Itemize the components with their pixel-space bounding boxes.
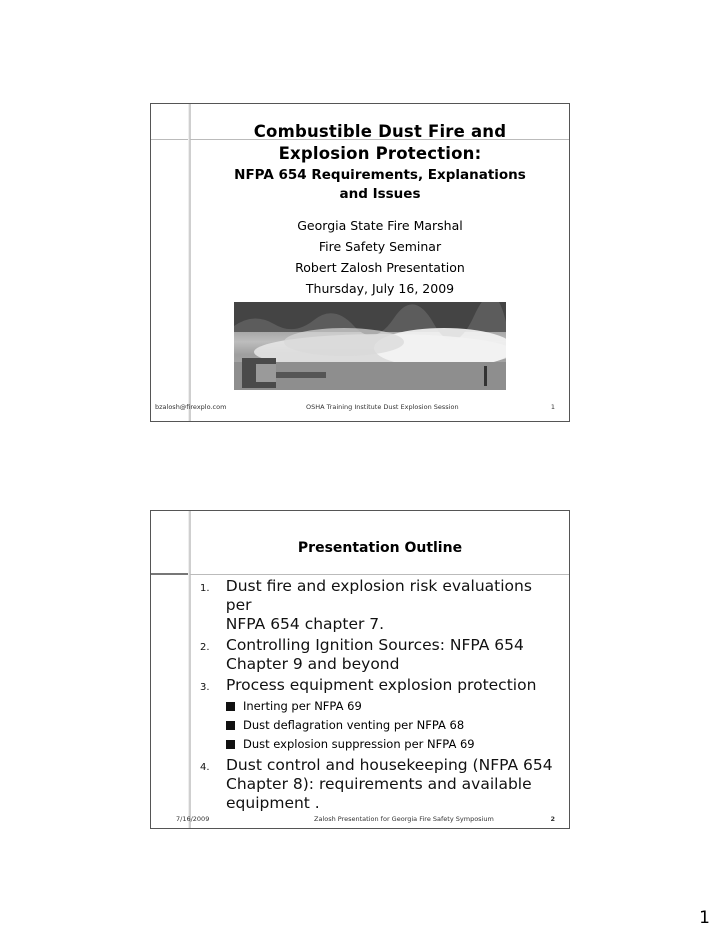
list-item-number: 2. bbox=[200, 642, 210, 653]
presentation-info bbox=[191, 215, 569, 299]
list-item bbox=[200, 676, 560, 695]
slide-title: Presentation Outline bbox=[297, 540, 463, 556]
slide-footer-title: OSHA Training Institute Dust Explosion Session bbox=[306, 403, 459, 411]
dust-explosion-photo bbox=[234, 302, 506, 390]
slide-footer-title: Zalosh Presentation for Georgia Fire Safety Symposium bbox=[314, 815, 494, 823]
slide-decoration-left-line bbox=[151, 573, 188, 575]
slide-number: 1 bbox=[550, 403, 555, 411]
list-item-text: Controlling Ignition Sources: NFPA 654 Chapter 9 and beyond bbox=[226, 636, 524, 673]
slide-1 bbox=[150, 103, 570, 422]
sub-list-item: Dust deflagration venting per NFPA 68 bbox=[226, 716, 560, 735]
slide-title: Combustible Dust Fire and Explosion Protection: bbox=[253, 122, 507, 163]
list-item-text: Dust fire and explosion risk evaluations per NFPA 654 chapter 7. bbox=[225, 577, 532, 633]
list-item bbox=[200, 756, 560, 813]
slide-2 bbox=[150, 510, 570, 829]
list-item-text: Dust control and housekeeping (NFPA 654 Chapter 8): requirements and available equipment . bbox=[226, 756, 553, 812]
sub-list-item: Inerting per NFPA 69 bbox=[226, 697, 560, 716]
list-item-number: 4. bbox=[200, 762, 210, 773]
slide-decoration-vertical-line bbox=[188, 511, 191, 828]
list-item bbox=[200, 577, 560, 634]
page-number: 1 bbox=[699, 908, 710, 928]
slide-footer-date: 7/16/2009 bbox=[176, 815, 210, 823]
square-bullet-icon bbox=[226, 740, 235, 749]
sub-list bbox=[226, 697, 560, 754]
event-organizer: Georgia State Fire Marshal bbox=[297, 218, 463, 233]
list-item-number: 1. bbox=[200, 583, 210, 594]
slide-decoration-top-line bbox=[190, 574, 569, 575]
square-bullet-icon bbox=[226, 702, 235, 711]
event-date: Thursday, July 16, 2009 bbox=[305, 281, 455, 296]
square-bullet-icon bbox=[226, 721, 235, 730]
list-item bbox=[200, 636, 560, 674]
outline-list bbox=[200, 577, 560, 815]
event-name: Fire Safety Seminar bbox=[318, 239, 442, 254]
slide-number: 2 bbox=[550, 815, 555, 823]
list-item-number: 3. bbox=[200, 682, 210, 693]
slide-subtitle: NFPA 654 Requirements, Explanations and Issues bbox=[234, 167, 526, 202]
slide-decoration-left-line bbox=[151, 139, 188, 140]
slide-footer-email: bzalosh@firexplo.com bbox=[155, 403, 227, 411]
list-item-text: Process equipment explosion protection bbox=[226, 676, 537, 694]
sub-list-item: Dust explosion suppression per NFPA 69 bbox=[226, 735, 560, 754]
presenter: Robert Zalosh Presentation bbox=[295, 260, 465, 275]
